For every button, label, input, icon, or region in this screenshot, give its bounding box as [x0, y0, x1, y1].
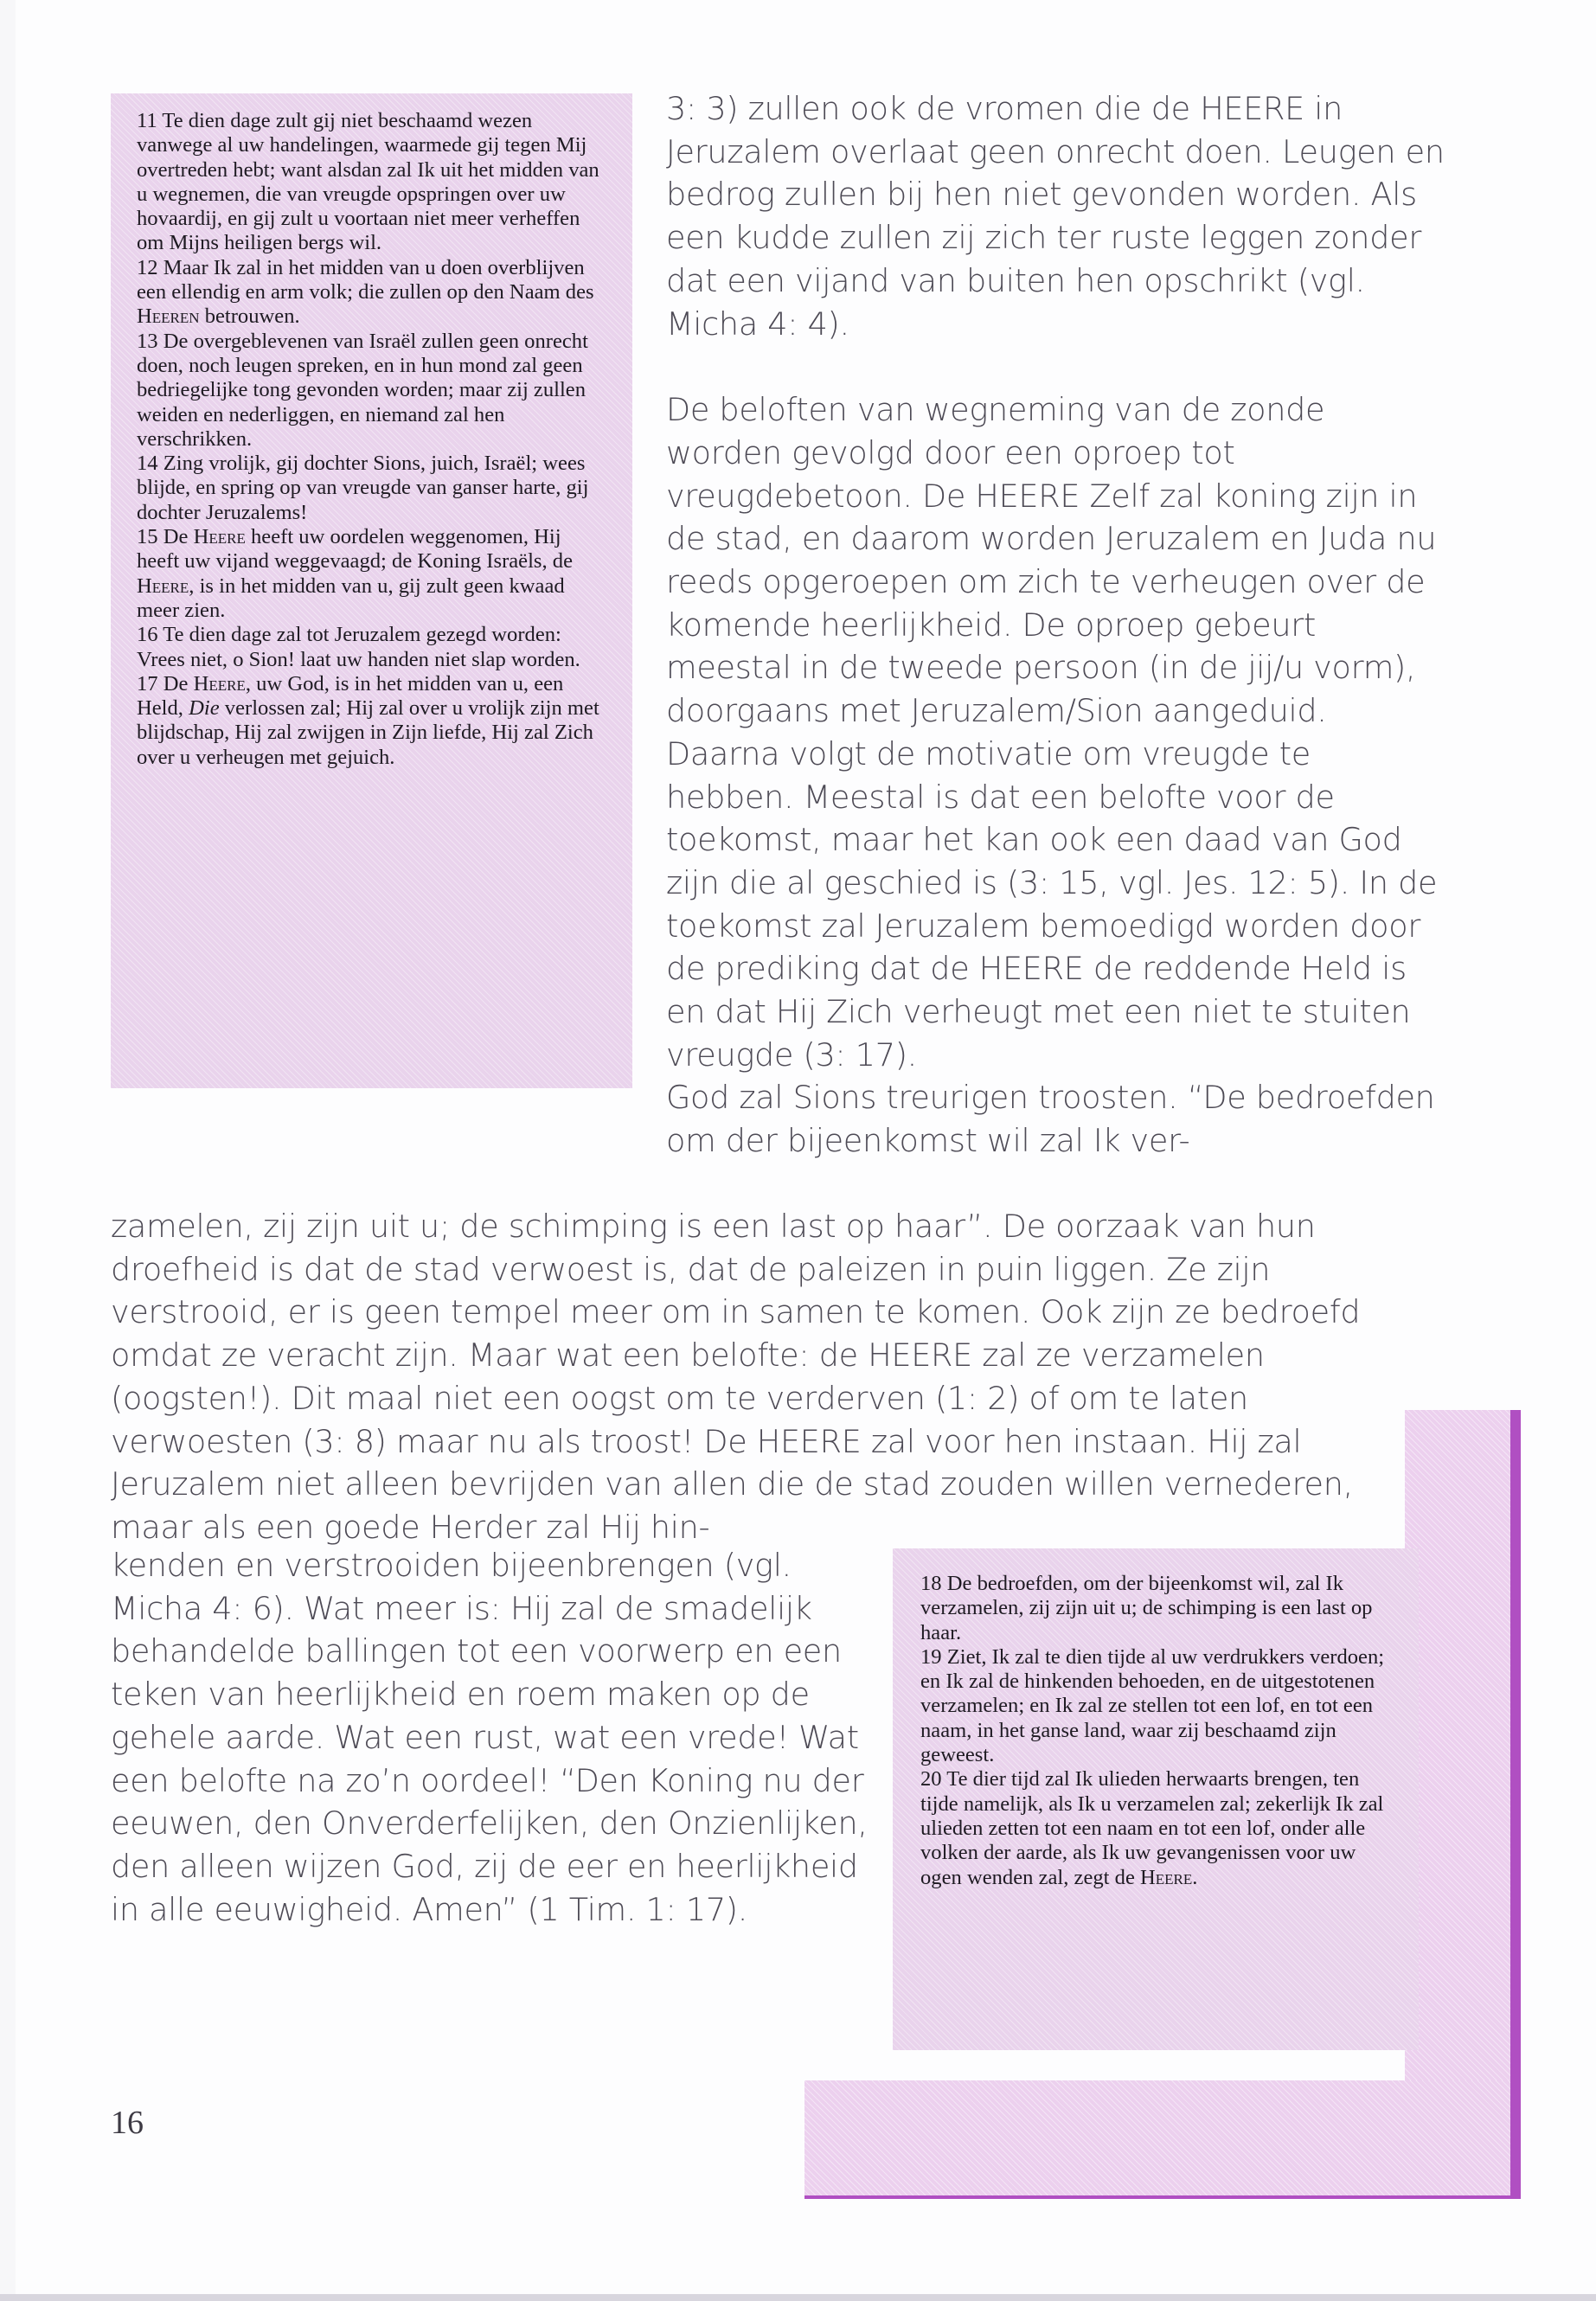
- verse-16: 16 Te dien dage zal tot Jeruzalem gezegd worden: Vrees niet, o Sion! laat uw handen niet slap worden.: [137, 623, 580, 671]
- paragraph-3-start: God zal Sions treurigen troosten. “De bedroefden om der bijeenkomst wil zal Ik ver-: [666, 1079, 1435, 1160]
- verse-11: 11 Te dien dage zult gij niet beschaamd wezen vanwege al uw handelingen, waarmede gij tegen Mij overtreden hebt; want alsdan zal Ik uit het midden van u wegnemen, die van vreugde opspringen over uw hovaardij, en gij zult u voortaan niet meer verheffen om Mijns heiligen bergs wil.: [137, 109, 599, 255]
- lord-name: Heere: [193, 525, 246, 549]
- scan-edge: [0, 2294, 1596, 2301]
- lord-name: Heere: [193, 671, 246, 695]
- decorative-stripe-bottom: [804, 2080, 1510, 2197]
- lord-name: Heere: [1140, 1865, 1193, 1889]
- wide-paragraph: zamelen, zij zijn uit u; de schimping is een last op haar”. De oorzaak van hun droefheid is dat de stad verwoest is, dat de paleizen in puin liggen. Ze zijn verstrooid, er is geen tempel meer om in samen te komen. Ook zijn ze bedroefd omdat ze veracht zijn. Maar wat een belofte: de HEERE zal ze verzamelen (oogsten!). Dit maal niet een oogst om te verderven (1: 2) of om te laten verwoesten (3: 8) maar nu als troost! De HEERE zal voor hen instaan. Hij zal Jeruzalem niet alleen bevrijden van allen die de stad zouden willen vernederen, maar als een goede Herder zal Hij hin-: [111, 1208, 1361, 1546]
- decorative-stripe-bottom-line: [804, 2195, 1521, 2199]
- verse-12: 12 Maar Ik zal in het midden van u doen overblijven een ellendig en arm volk; die zullen op den Naam des Heeren betrouwen.: [137, 255, 594, 329]
- lord-name: Heeren: [137, 304, 200, 329]
- decorative-stripe-right: [1510, 1410, 1521, 2197]
- scripture-box-bottom: [893, 1548, 1419, 2050]
- verse-17: 17 De Heere, uw God, is in het midden van u, een Held, Die verlossen zal; Hij zal over u vrolijk zijn met blijdschap, Hij zal zwijgen in Zijn liefde, Hij zal Zich over u verheugen met gejuich.: [137, 671, 599, 769]
- left-column: kenden en verstrooiden bijeenbrengen (vgl. Micha 4: 6). Wat meer is: Hij zal de smadelijk behandelde ballingen tot een voorwerp en een teken van heerlijkheid en roem maken op de gehele aarde. Wat een rust, wat een vrede! Wat een belofte na zo’n oordeel! “Den Koning nu der eeuwen, den Onverderfelijken, den Onzienlijken, den alleen wijzen God, zij de eer en heerlijkheid in alle eeuwigheid. Amen” (1 Tim. 1: 17).: [111, 1547, 868, 1928]
- verse-13: 13 De overgeblevenen van Israël zullen geen onrecht doen, noch leugen spreken, en in hun mond zal geen bedriegelijke tong gevonden worden; maar zij zullen weiden en nederliggen, en niemand zal hen verschrikken.: [137, 329, 588, 451]
- paragraph-1: 3: 3) zullen ook de vromen die de HEERE in Jeruzalem overlaat geen onrecht doen. Leugen en bedrog zullen bij hen niet gevonden worden. Als een kudde zullen zij zich ter ruste leggen zonder dat een vijand van buiten hen opschrikt (vgl. Micha 4: 4).: [666, 90, 1445, 343]
- scripture-box-top: [111, 93, 632, 1088]
- verse-15: 15 De Heere heeft uw oordelen weggenomen, Hij heeft uw vijand weggevaagd; de Koning Israëls, de Heere, is in het midden van u, gij zult geen kwaad meer zien.: [137, 525, 574, 622]
- verse-18: 18 De bedroefden, om der bijeenkomst wil, zal Ik verzamelen, zij zijn uit u; de schimping is een last op haar.: [920, 1572, 1373, 1644]
- page-number: 16: [111, 2105, 144, 2141]
- lord-name: Heere: [137, 574, 189, 598]
- right-column: [666, 87, 1445, 1163]
- paragraph-2: De beloften van wegneming van de zonde worden gevolgd door een oproep tot vreugdebetoon. De HEERE Zelf zal koning zijn in de stad, en daarom worden Jeruzalem en Juda nu reeds opgeroepen om zich te verheugen over de komende heerlijkheid. De oproep gebeurt meestal in de tweede persoon (in de jij/u vorm), doorgaans met Jeruzalem/Sion aangeduid. Daarna volgt de motivatie om vreugde te hebben. Meestal is dat een belofte voor de toekomst, maar het kan ook een daad van God zijn die al geschied is (3: 15, vgl. Jes. 12: 5). In de toekomst zal Jeruzalem bemoedigd worden door de prediking dat de HEERE de reddende Held is en dat Hij Zich verheugt met een niet te stuiten vreugde (3: 17).: [666, 391, 1438, 1074]
- verse-19: 19 Ziet, Ik zal te dien tijde al uw verdrukkers verdoen; en Ik zal de hinkenden behoeden, en de uitgestotenen verzamelen; en Ik zal ze stellen tot een lof, en tot een naam, in het ganse land, waar zij beschaamd zijn geweest.: [920, 1644, 1385, 1767]
- verse-20: 20 Te dier tijd zal Ik ulieden herwaarts brengen, ten tijde namelijk, als Ik u verzamelen zal; zekerlijk Ik zal ulieden zetten tot een naam en tot een lof, onder alle volken der aarde, als Ik uw gevangenissen voor uw ogen wenden zal, zegt de Heere.: [920, 1767, 1384, 1889]
- verse-14: 14 Zing vrolijk, gij dochter Sions, juich, Israël; wees blijde, en spring op van vreugde van ganser harte, gij dochter Jeruzalems!: [137, 452, 589, 524]
